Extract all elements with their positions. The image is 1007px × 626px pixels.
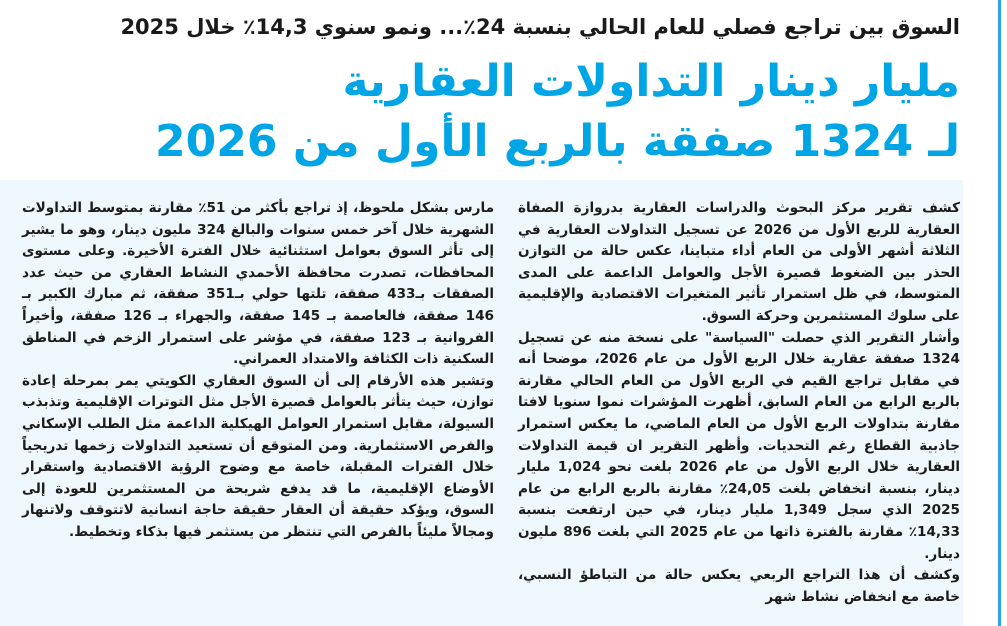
paragraph: وتشير هذه الأرقام إلى أن السوق العقاري الكويتي يمر بمرحلة إعادة توازن، حيث يتأثر بالعوامل قصيرة الأجل مثل التوترات الإقليمية وتذبذب السيولة، مقابل استمرار العوامل الهيكلية الداعمة مثل الطلب الإسكاني والفرص الاستثمارية. ومن المتوقع أن تستعيد التداولات زخمها تدريجياً خلال الفترات المقبلة، خاصة مع وضوح الرؤية الاقتصادية واستقرار الأوضاع الإقليمية، ما قد يدفع شريحة من المستثمرين للعودة إلى السوق، ويؤكد حقيقة أن العقار حقيقة حاجة انسانية لاتتوقف ولاتنهار ومجالاً مليئاً بالفرص التي تنتظر من يستثمر فيها بذكاء وتخطيط. (22, 372, 494, 540)
body-column-left (22, 198, 494, 608)
page-edge-rule (998, 0, 1001, 626)
article-header (0, 0, 990, 180)
paragraph: وكشف أن هذا التراجع الربعي يعكس حالة من التباطؤ النسبي، خاصة مع انخفاض نشاط شهر (518, 567, 960, 605)
paragraph: مارس بشكل ملحوظ، إذ تراجع بأكثر من 51٪ مقارنة بمتوسط التداولات الشهرية خلال آخر خمس سنوات والبالغ 324 مليون دينار، وهو ما يشير إلى تأثر السوق بعوامل استثنائية خلال الفترة الأخيرة. وعلى مستوى المحافظات، تصدرت محافظة الأحمدي النشاط العقاري من حيث عدد الصفقات بـ433 صفقة، تلتها حولي بـ351 صفقة، ثم مبارك الكبير بـ 146 صفقة، فالعاصمة بـ 145 صفقة، والجهراء بـ 126 صفقة، وأخيراً الفروانية بـ 123 صفقة، في مؤشر على استمرار الزخم في المناطق السكنية ذات الكثافة والامتداد العمراني. (22, 200, 494, 368)
article-subtitle: السوق بين تراجع فصلي للعام الحالي بنسبة 24٪... ونمو سنوي 14,3٪ خلال 2025 (120, 15, 960, 39)
paragraph: وأشار التقرير الذي حصلت "السياسة" على نسخة منه عن تسجيل 1324 صفقة عقارية خلال الربع الأول من عام 2026، موضحا أنه في مقابل تراجع القيم في الربع الأول من العام الحالي مقارنة بالربع الرابع من العام السابق، أظهرت المؤشرات نموا سنويا لافتا مقارنة بتداولات الربع الأول من العام الماضي، ما يعكس استمرار جاذبية القطاع رغم التحديات. وأظهر التقرير ان قيمة التداولات العقارية خلال الربع الأول من عام 2026 بلغت نحو 1,024 مليار دينار، بنسبة انخفاض بلغت 24,05٪ مقارنة بالربع الرابع من عام 2025 الذي سجل 1,349 مليار دينار، في حين ارتفعت بنسبة 14,33٪ مقارنة بالفترة ذاتها من عام 2025 التي بلغت 896 مليون دينار. (518, 329, 961, 562)
paragraph: كشف تقرير مركز البحوث والدراسات العقارية بدروازة الصفاة العقارية للربع الأول من 2026 عن تسجيل التداولات العقارية في الثلاثة أشهر الأولى من العام أداء متباينا، عكس حالة من التوازن الحذر بين الضغوط قصيرة الأجل والعوامل الداعمة على المدى المتوسط، في ظل استمرار تأثير المتغيرات الاقتصادية والإقليمية على سلوك المستثمرين وحركة السوق. (518, 200, 960, 324)
headline-line-1: مليار دينار التداولات العقارية (342, 56, 960, 107)
article-body (0, 180, 963, 626)
body-column-right (518, 198, 960, 608)
headline-line-2: لـ 1324 صفقة بالربع الأول من 2026 (155, 116, 960, 167)
